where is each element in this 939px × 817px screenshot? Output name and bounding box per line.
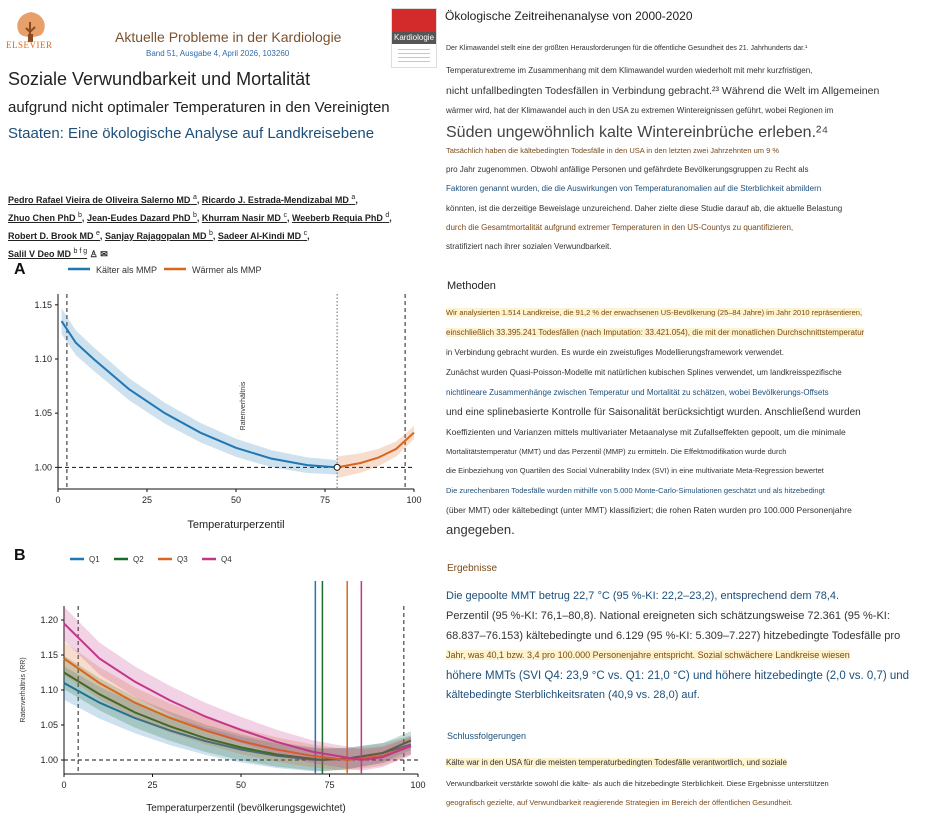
y-tick-label: 1.00 — [40, 755, 58, 765]
methods-line: die Einbeziehung von Quartilen des Social Vulnerability Index (SVI) in eine multivariate Meta-Regression bewertet — [446, 466, 824, 475]
intro-line: Faktoren genannt wurden, die die Auswirkungen von Temperaturanomalien auf die Sterblichkeit abmildern — [446, 184, 822, 193]
envelope-icon[interactable]: ✉ — [100, 249, 108, 259]
methods-line: Koeffizienten und Varianzen mittels multivariater Metaanalyse mit Zufallseffekten gepoolt, um die minimale — [446, 427, 846, 437]
intro-line: stratifiziert nach ihrer sozialen Verwundbarkeit. — [446, 242, 612, 251]
legend-label-warm: Wärmer als MMP — [192, 265, 262, 275]
volume-line[interactable]: Band 51, Ausgabe 4, April 2026, 103260 — [146, 49, 290, 58]
x-tick-label: 100 — [406, 495, 422, 505]
intro-heading: Ökologische Zeitreihenanalyse von 2000-2020 — [445, 9, 693, 23]
y-tick-label: 1.15 — [40, 650, 58, 660]
panel-b-label: B — [14, 547, 26, 564]
legend-label-cold: Kälter als MMP — [96, 265, 158, 275]
intro-line: nicht unfallbedingten Todesfällen in Verbindung gebracht.²³ Während die Welt im Allgemeinen — [446, 85, 880, 97]
chart-panel-a — [0, 256, 430, 532]
methods-line: Wir analysierten 1.514 Landkreise, die 91,2 % der erwachsenen US-Bevölkerung (25–84 Jahre) im Jahr 2010 repräsentieren, — [446, 308, 863, 317]
author-link[interactable]: Sadeer Al-Kindi MD $^c$ — [217, 230, 308, 241]
x-tick-label: 25 — [147, 780, 158, 790]
results-line: Perzentil (95 %-KI: 76,1–80,8). National ereigneten sich schätzungsweise 72.361 (95 %-KI: — [446, 610, 890, 622]
chart-panel-b — [0, 540, 430, 817]
methods-line: nichtlineare Zusammenhänge zwischen Temperatur und Mortalität zu schätzen, wobei Bevölkerungs-Offsets — [446, 388, 829, 397]
legend-label-q3: Q3 — [177, 555, 188, 564]
conclusions-line: geografisch gezielte, auf Verwundbarkeit reagierende Strategien im Bereich der öffentlichen Gesundheit. — [446, 798, 793, 807]
results-heading: Ergebnisse — [447, 563, 498, 574]
y-axis-title: Ratenverhältnis — [240, 381, 247, 431]
author-link[interactable]: Jean-Eudes Dazard PhD $^b$ — [86, 212, 197, 223]
methods-line: in Verbindung gebracht wurden. Es wurde ein zweistufiges Modellierungsframework verwendet. — [446, 348, 784, 357]
legend-label-q1: Q1 — [89, 555, 100, 564]
person-icon[interactable]: ♙ — [89, 249, 98, 259]
methods-line: Mortalitätstemperatur (MMT) und das Perzentil (MMP) zu ermitteln. Die Effektmodifikation wurde durch — [446, 447, 787, 456]
y-tick-label: 1.05 — [40, 720, 58, 730]
intro-line: Der Klimawandel stellt eine der größten Herausforderungen für die öffentliche Gesundheit des 21. Jahrhunderts dar.¹ — [446, 45, 808, 52]
methods-line: angegeben. — [446, 522, 515, 537]
conclusions-line: Verwundbarkeit verstärkte sowohl die kälte- als auch die hitzebedingte Sterblichkeit. Diese Ergebnisse unterstützen — [446, 779, 829, 788]
ci-band-kälter-als-mmp — [62, 308, 338, 474]
article-title-line2: aufgrund nicht optimaler Temperaturen in den Vereinigten — [8, 99, 390, 116]
intro-line: wärmer wird, hat der Klimawandel auch in den USA zu extremen Wintereignissen geführt, wobei Regionen im — [446, 106, 834, 115]
x-axis-title: Temperaturperzentil — [187, 519, 285, 531]
y-tick-label: 1.05 — [34, 408, 52, 419]
y-tick-label: 1.10 — [40, 685, 58, 695]
methods-line: einschließlich 33.395.241 Todesfällen (nach Imputation: 33.421.054), die mit der monatlichen Durchschnittstemperatur — [446, 328, 865, 337]
methods-line: Die zurechenbaren Todesfälle wurden mithilfe von 5.000 Monte-Carlo-Simulationen geschätzt und als hitzebedingt — [446, 486, 825, 495]
results-line: Die gepoolte MMT betrug 22,7 °C (95 %-KI: 22,2–23,2), entsprechend dem 78,4. — [446, 590, 840, 602]
x-tick-label: 0 — [55, 495, 61, 505]
cover-label: Kardiologie — [393, 33, 435, 42]
legend-label-q2: Q2 — [133, 555, 144, 564]
methods-line: und eine splinebasierte Kontrolle für Saisonalität berücksichtigt wurden. Anschließend wurden — [446, 407, 861, 418]
author-link[interactable]: Weeberb Requia PhD $^d$ — [291, 212, 390, 223]
x-tick-label: 0 — [61, 780, 67, 790]
ci-band-wärmer-als-mmp — [337, 426, 414, 478]
results-line: Jahr, was 40,1 bzw. 3,4 pro 100.000 Personenjahre entspricht. Sozial schwächere Landkreise wiesen — [446, 650, 850, 660]
x-tick-label: 100 — [410, 780, 426, 790]
methods-line: (über MMT) oder kältebedingt (unter MMT) klassifiziert; die rohen Raten wurden pro 100.000 Personenjahre — [446, 505, 852, 515]
author-link[interactable]: Zhuo Chen PhD $^b$ — [8, 212, 82, 223]
x-tick-label: 25 — [141, 495, 153, 505]
intro-line: durch die Gesamtmortalität aufgrund extremer Temperaturen in den US-Countys zu quantifizieren, — [446, 223, 794, 232]
y-tick-label: 1.20 — [40, 615, 58, 625]
y-axis-title: Ratenverhältnis (RR) — [20, 657, 27, 723]
author-link[interactable]: Sanjay Rajagopalan MD $^b$ — [104, 230, 213, 241]
author-link[interactable]: Khurram Nasir MD $^c$ — [201, 212, 287, 223]
cover-text-lines — [398, 49, 430, 63]
mmp-marker — [334, 464, 340, 470]
results-line: kältebedingte Sterblichkeitsraten (40,9 vs. 28,0) auf. — [446, 689, 700, 701]
panel-a-label: A — [14, 261, 26, 278]
y-tick-label: 1.00 — [34, 462, 52, 473]
intro-line: Süden ungewöhnlich kalte Wintereinbrüche erleben.²⁴ — [446, 124, 829, 141]
legend-label-q4: Q4 — [221, 555, 232, 564]
publisher-name: ELSEVIER — [6, 40, 53, 50]
results-line: höhere MMTs (SVI Q4: 23,9 °C vs. Q1: 21,0 °C) und höhere hitzebedingte (2,0 vs. 0,7) und — [446, 670, 910, 682]
x-axis-title: Temperaturperzentil (bevölkerungsgewichtet) — [146, 803, 346, 814]
intro-line: Tatsächlich haben die kältebedingten Todesfälle in den USA in den letzten zwei Jahrzehnten um 9 % — [446, 146, 779, 155]
results-line: 68.837–76.153) kältebedingte und 6.129 (95 %-KI: 5.309–7.227) hitzebedingte Todesfälle pro — [446, 630, 901, 642]
author-link[interactable]: Salil V Deo MD $^{b f g}$ — [8, 248, 88, 259]
journal-title[interactable]: Aktuelle Probleme in der Kardiologie — [115, 29, 342, 45]
intro-line: könnten, ist die derzeitige Beweislage unzureichend. Daher zielte diese Studie darauf ab, die aktuelle Belastung — [446, 204, 843, 213]
x-tick-label: 50 — [230, 495, 242, 505]
y-tick-label: 1.15 — [34, 299, 52, 310]
author-link[interactable]: Ricardo J. Estrada-Mendizabal MD $^a$ — [201, 194, 356, 205]
article-title-line3: Staaten: Eine ökologische Analyse auf Landkreisebene — [8, 125, 375, 142]
conclusions-heading: Schlussfolgerungen — [447, 731, 527, 741]
article-title-line1: Soziale Verwundbarkeit und Mortalität — [8, 69, 311, 89]
methods-heading: Methoden — [447, 280, 496, 292]
x-tick-label: 75 — [324, 780, 335, 790]
intro-line: Temperaturextreme im Zusammenhang mit dem Klimawandel wurden wiederholt mit mehr kurzfristigen, — [446, 66, 813, 75]
x-tick-label: 50 — [235, 780, 247, 790]
x-tick-label: 75 — [319, 495, 331, 505]
intro-line: pro Jahr zugenommen. Obwohl anfällige Personen und gefährdete Bevölkerungsgruppen zu Recht als — [446, 165, 809, 174]
journal-cover — [391, 8, 437, 68]
author-link[interactable]: Robert D. Brook MD $^e$ — [8, 230, 100, 241]
author-list: Pedro Rafael Vieira de Oliveira Salerno MD $^a$, Ricardo J. Estrada-Mendizabal MD $^a$, Zhuo Chen PhD $^b$, Jean-Eudes Dazard PhD $^b$, Khurram Nasir MD $^c$, Weeberb Requia PhD $^d$, Robert D. Brook MD $^e$, Sanjay Rajagopalan MD $^b$, Sadeer Al-Kindi MD $^c$, Salil V Deo MD $^{b f g}$ ♙ ✉ — [8, 194, 392, 259]
methods-line: Zunächst wurden Quasi-Poisson-Modelle mit natürlichen kubischen Splines verwendet, um landkreisspezifische — [446, 368, 842, 377]
author-link[interactable]: Pedro Rafael Vieira de Oliveira Salerno MD $^a$ — [8, 194, 197, 205]
series-line-kälter-als-mmp — [62, 321, 338, 467]
conclusions-line: Kälte war in den USA für die meisten temperaturbedingten Todesfälle verantwortlich, und soziale — [446, 758, 787, 767]
y-tick-label: 1.10 — [34, 354, 52, 364]
